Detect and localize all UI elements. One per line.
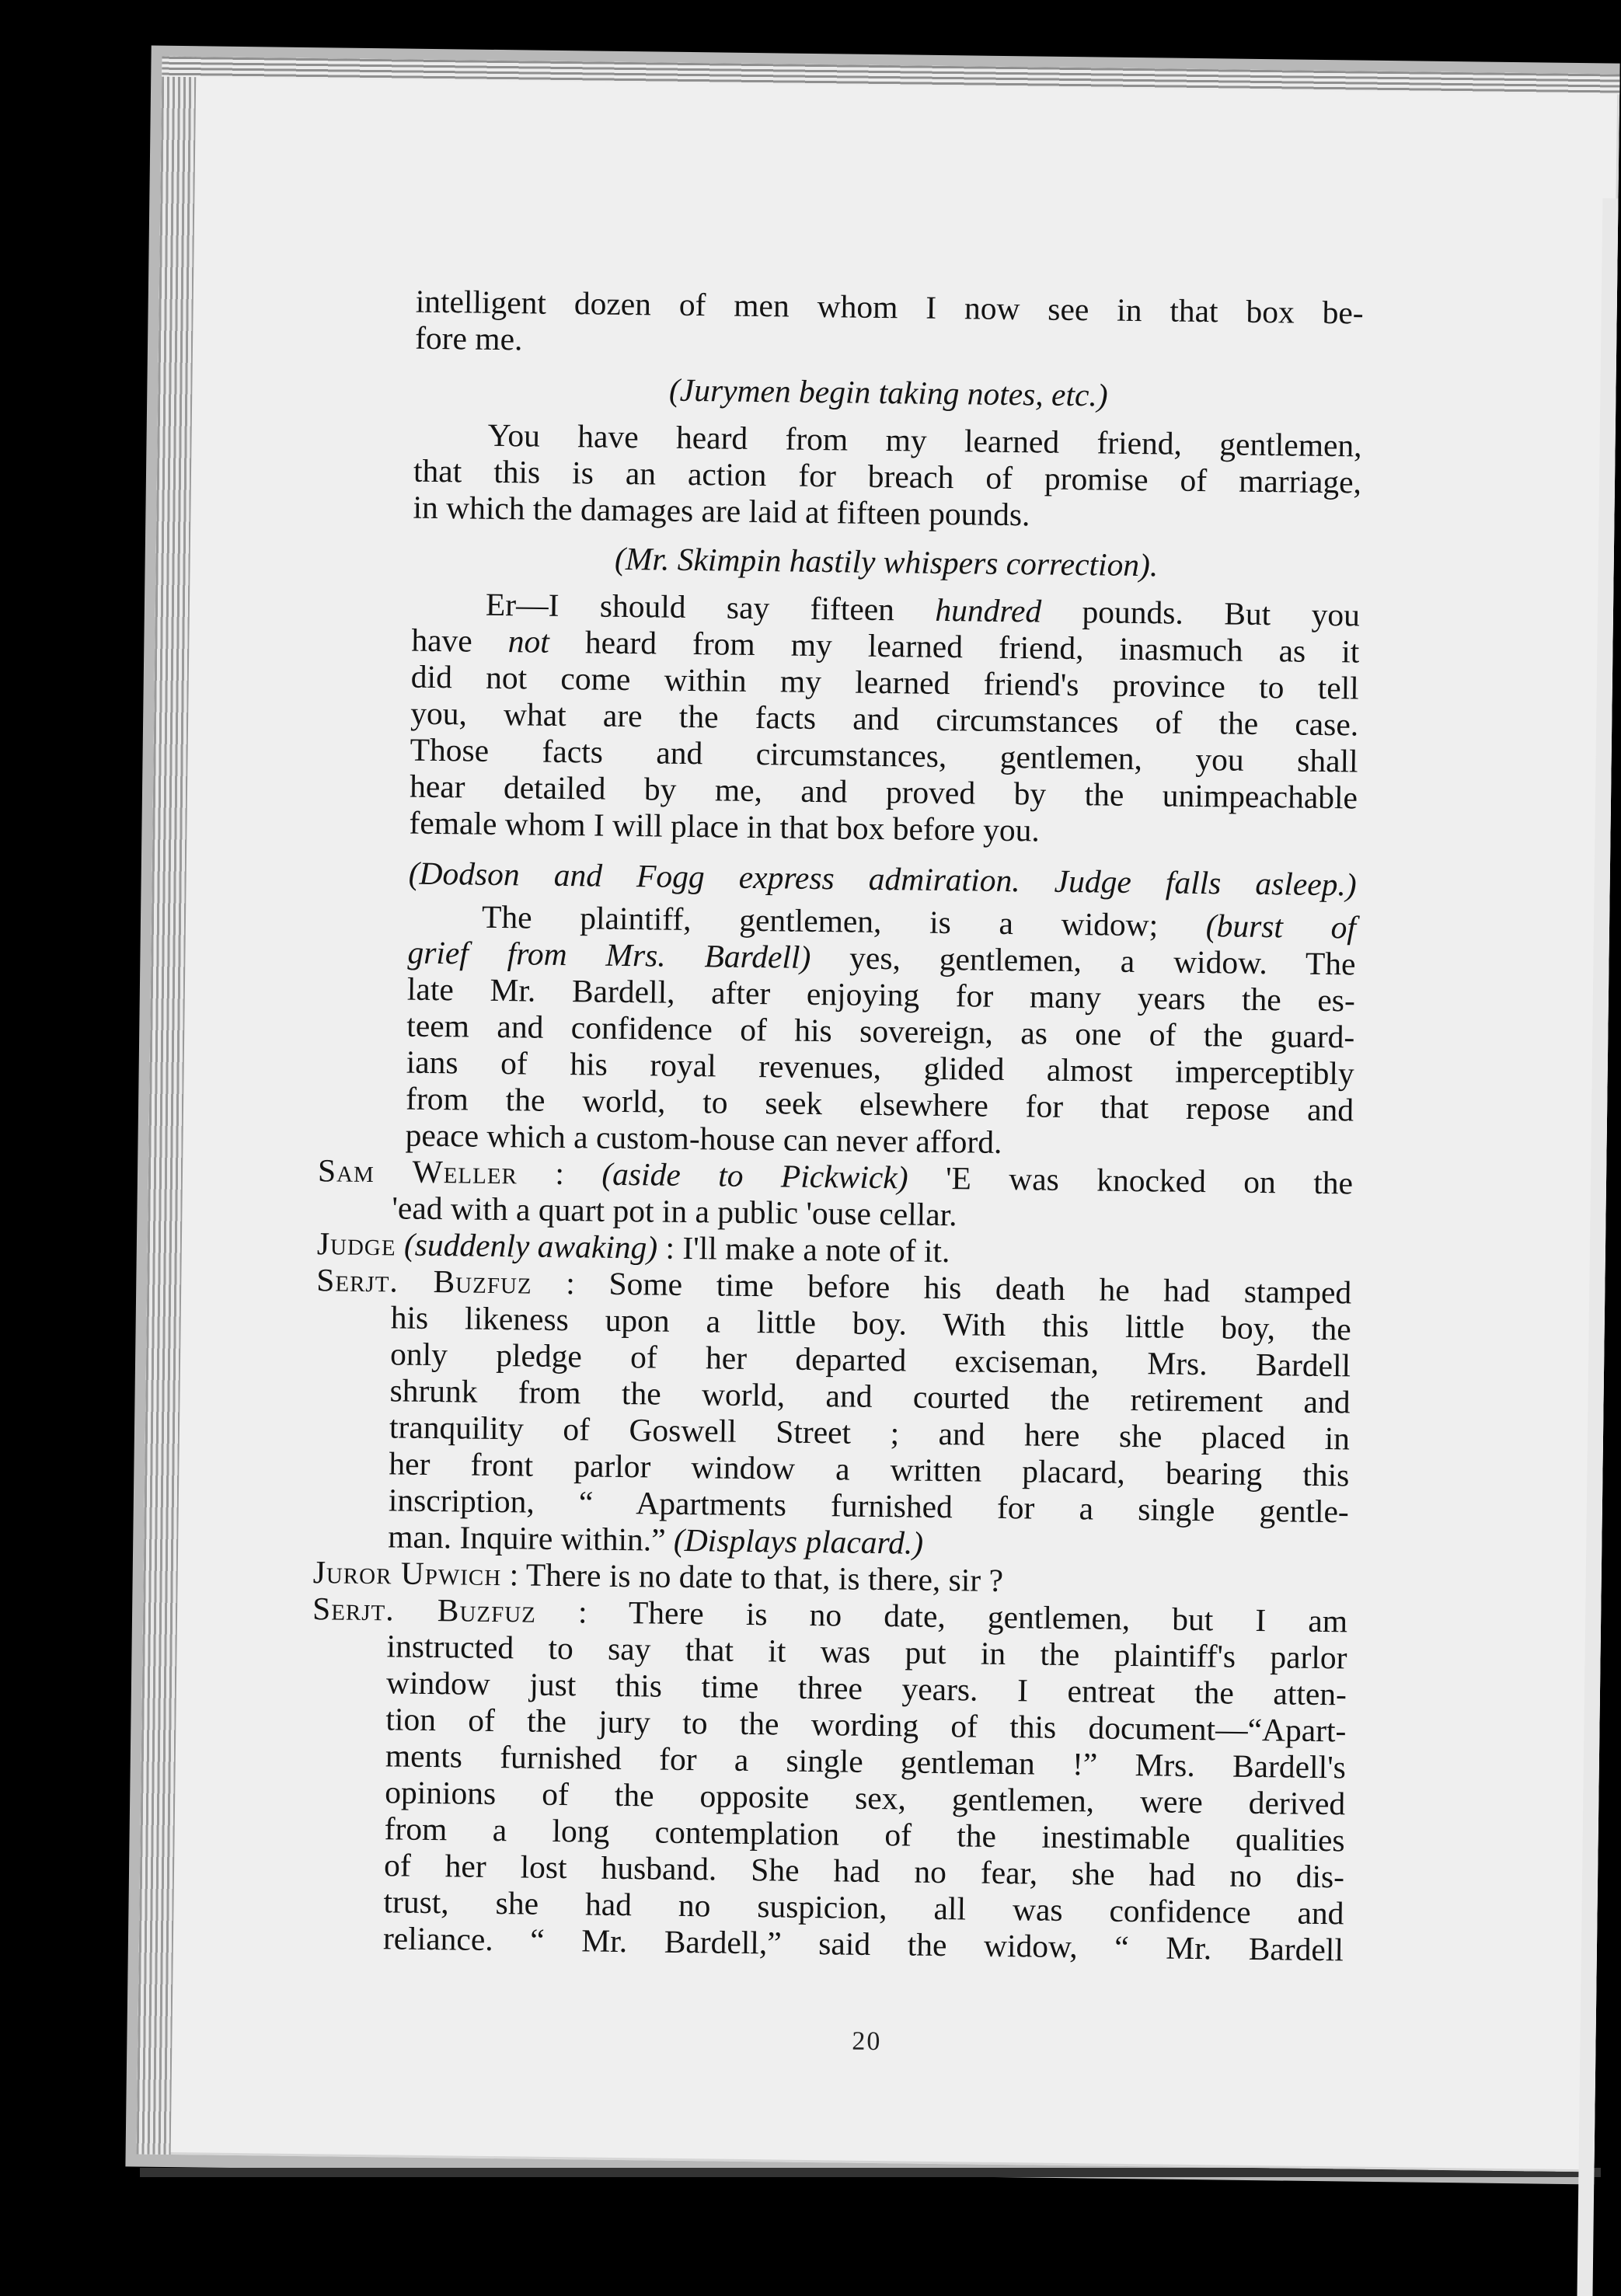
text-line: ments furnished for a single gentleman !” Mrs. Bardell's — [385, 1737, 1347, 1786]
speaker-name: Judge — [316, 1225, 396, 1263]
text-line: fore me. — [414, 319, 523, 357]
text-line: female whom I will place in that box before you. — [409, 804, 1041, 848]
speaker-name: Sam Weller — [317, 1152, 518, 1191]
emphasis: (burst of — [1205, 908, 1357, 946]
text-line: window just this time three years. I entreat the atten- — [385, 1664, 1347, 1712]
text-line: of her lost husband. She had no fear, she had no dis- — [383, 1847, 1345, 1895]
text-line: reliance. “ Mr. Bardell,” said the widow, “ Mr. Bardell — [382, 1920, 1344, 1968]
text-line: in which the damages are laid at fifteen pounds. — [413, 489, 1030, 533]
page-number: 20 — [852, 2026, 882, 2057]
text-line: trust, she had no suspicion, all was confidence and — [383, 1883, 1344, 1932]
text-line: tion of the jury to the wording of this document—“Apart- — [385, 1701, 1347, 1749]
text-run: : I'll make a note of it. — [657, 1229, 950, 1270]
text-line: peace which a custom-house can never afford. — [405, 1117, 1002, 1160]
stage-direction: (Dodson and Fogg express admiration. Judge falls asleep.) — [408, 855, 1357, 903]
text-line: did not come within my learned friend's province to tell — [410, 658, 1360, 706]
emphasis: (Displays placard.) — [673, 1521, 924, 1561]
text-line: late Mr. Bardell, after enjoying for many years the es- — [406, 970, 1356, 1019]
text-line: opinions of the opposite sex, gentlemen, were derived — [385, 1774, 1346, 1822]
text-line: hear detailed by me, and proved by the unimpeachable — [409, 768, 1358, 816]
text-line: you, what are the facts and circumstances of the case. — [410, 695, 1359, 743]
text-run: man. Inquire within.” — [388, 1518, 675, 1558]
text-run: pounds. But you — [1041, 593, 1361, 633]
emphasis: not — [507, 623, 550, 660]
stage-direction: (Jurymen begin taking notes, etc.) — [668, 371, 1108, 413]
speaker-name: Juror Upwich — [312, 1554, 502, 1593]
text-line: that this is an action for breach of promise of marriage, — [413, 452, 1362, 500]
text-line: tranquility of Goswell Street ; and here she placed in — [389, 1409, 1351, 1457]
book-page — [137, 57, 1620, 2172]
text-run: Er—I should say fifteen — [485, 586, 936, 628]
text-block — [312, 283, 1364, 1969]
text-line: shrunk from the world, and courted the retirement and — [389, 1372, 1351, 1420]
text-line: from the world, to seek elsewhere for that repose and — [405, 1080, 1354, 1128]
emphasis: (aside to Pickwick) — [601, 1155, 908, 1196]
text-line: You have heard from my learned friend, gentlemen, — [487, 416, 1362, 464]
text-run: : Some time before his death he had stamped — [532, 1264, 1352, 1311]
text-line: from a long contemplation of the inestimable qualities — [384, 1810, 1345, 1859]
emphasis: (suddenly awaking) — [396, 1226, 658, 1266]
text-run: The plaintiff, gentlemen, is a widow; — [481, 898, 1207, 944]
text-run: : There is no date, gentlemen, but I am — [535, 1593, 1348, 1639]
speaker-name: Serjt. Buzfuz — [312, 1590, 537, 1629]
text-line: only pledge of her departed exciseman, Mrs. Bardell — [389, 1336, 1351, 1384]
text-line: her front parlor window a written placard, bearing this — [389, 1445, 1350, 1493]
speaker-name: Serjt. Buzfuz — [316, 1262, 532, 1301]
text-line: 'ead with a quart pot in a public 'ouse cellar. — [392, 1190, 957, 1233]
text-run: have — [411, 622, 509, 660]
text-line: intelligent dozen of men whom I now see in that box be- — [415, 283, 1364, 331]
text-run: heard from my learned friend, inasmuch as it — [549, 623, 1360, 670]
stage-direction: (Mr. Skimpin hastily whispers correction). — [614, 540, 1159, 584]
emphasis: grief from Mrs. Bardell) — [407, 934, 811, 975]
text-line: instructed to say that it was put in the plaintiff's parlor — [386, 1628, 1347, 1676]
text-line: teem and confidence of his sovereign, as one of the guard- — [406, 1007, 1355, 1055]
text-run: : There is no date to that, is there, sir ? — [500, 1556, 1004, 1599]
emphasis: hundred — [935, 591, 1042, 629]
text-line: Those facts and circumstances, gentlemen, you shall — [410, 731, 1358, 779]
text-line: inscription, “ Apartments furnished for a single gentle- — [388, 1482, 1350, 1530]
text-line: ians of his royal revenues, glided almost imperceptibly — [406, 1043, 1354, 1092]
text-run: : — [517, 1155, 602, 1192]
text-run: 'E was knocked on the — [908, 1159, 1354, 1201]
text-line: his likeness upon a little boy. With this little boy, the — [390, 1299, 1351, 1347]
page-right-strip — [1577, 198, 1618, 2296]
text-run: yes, gentlemen, a widow. The — [810, 939, 1356, 982]
